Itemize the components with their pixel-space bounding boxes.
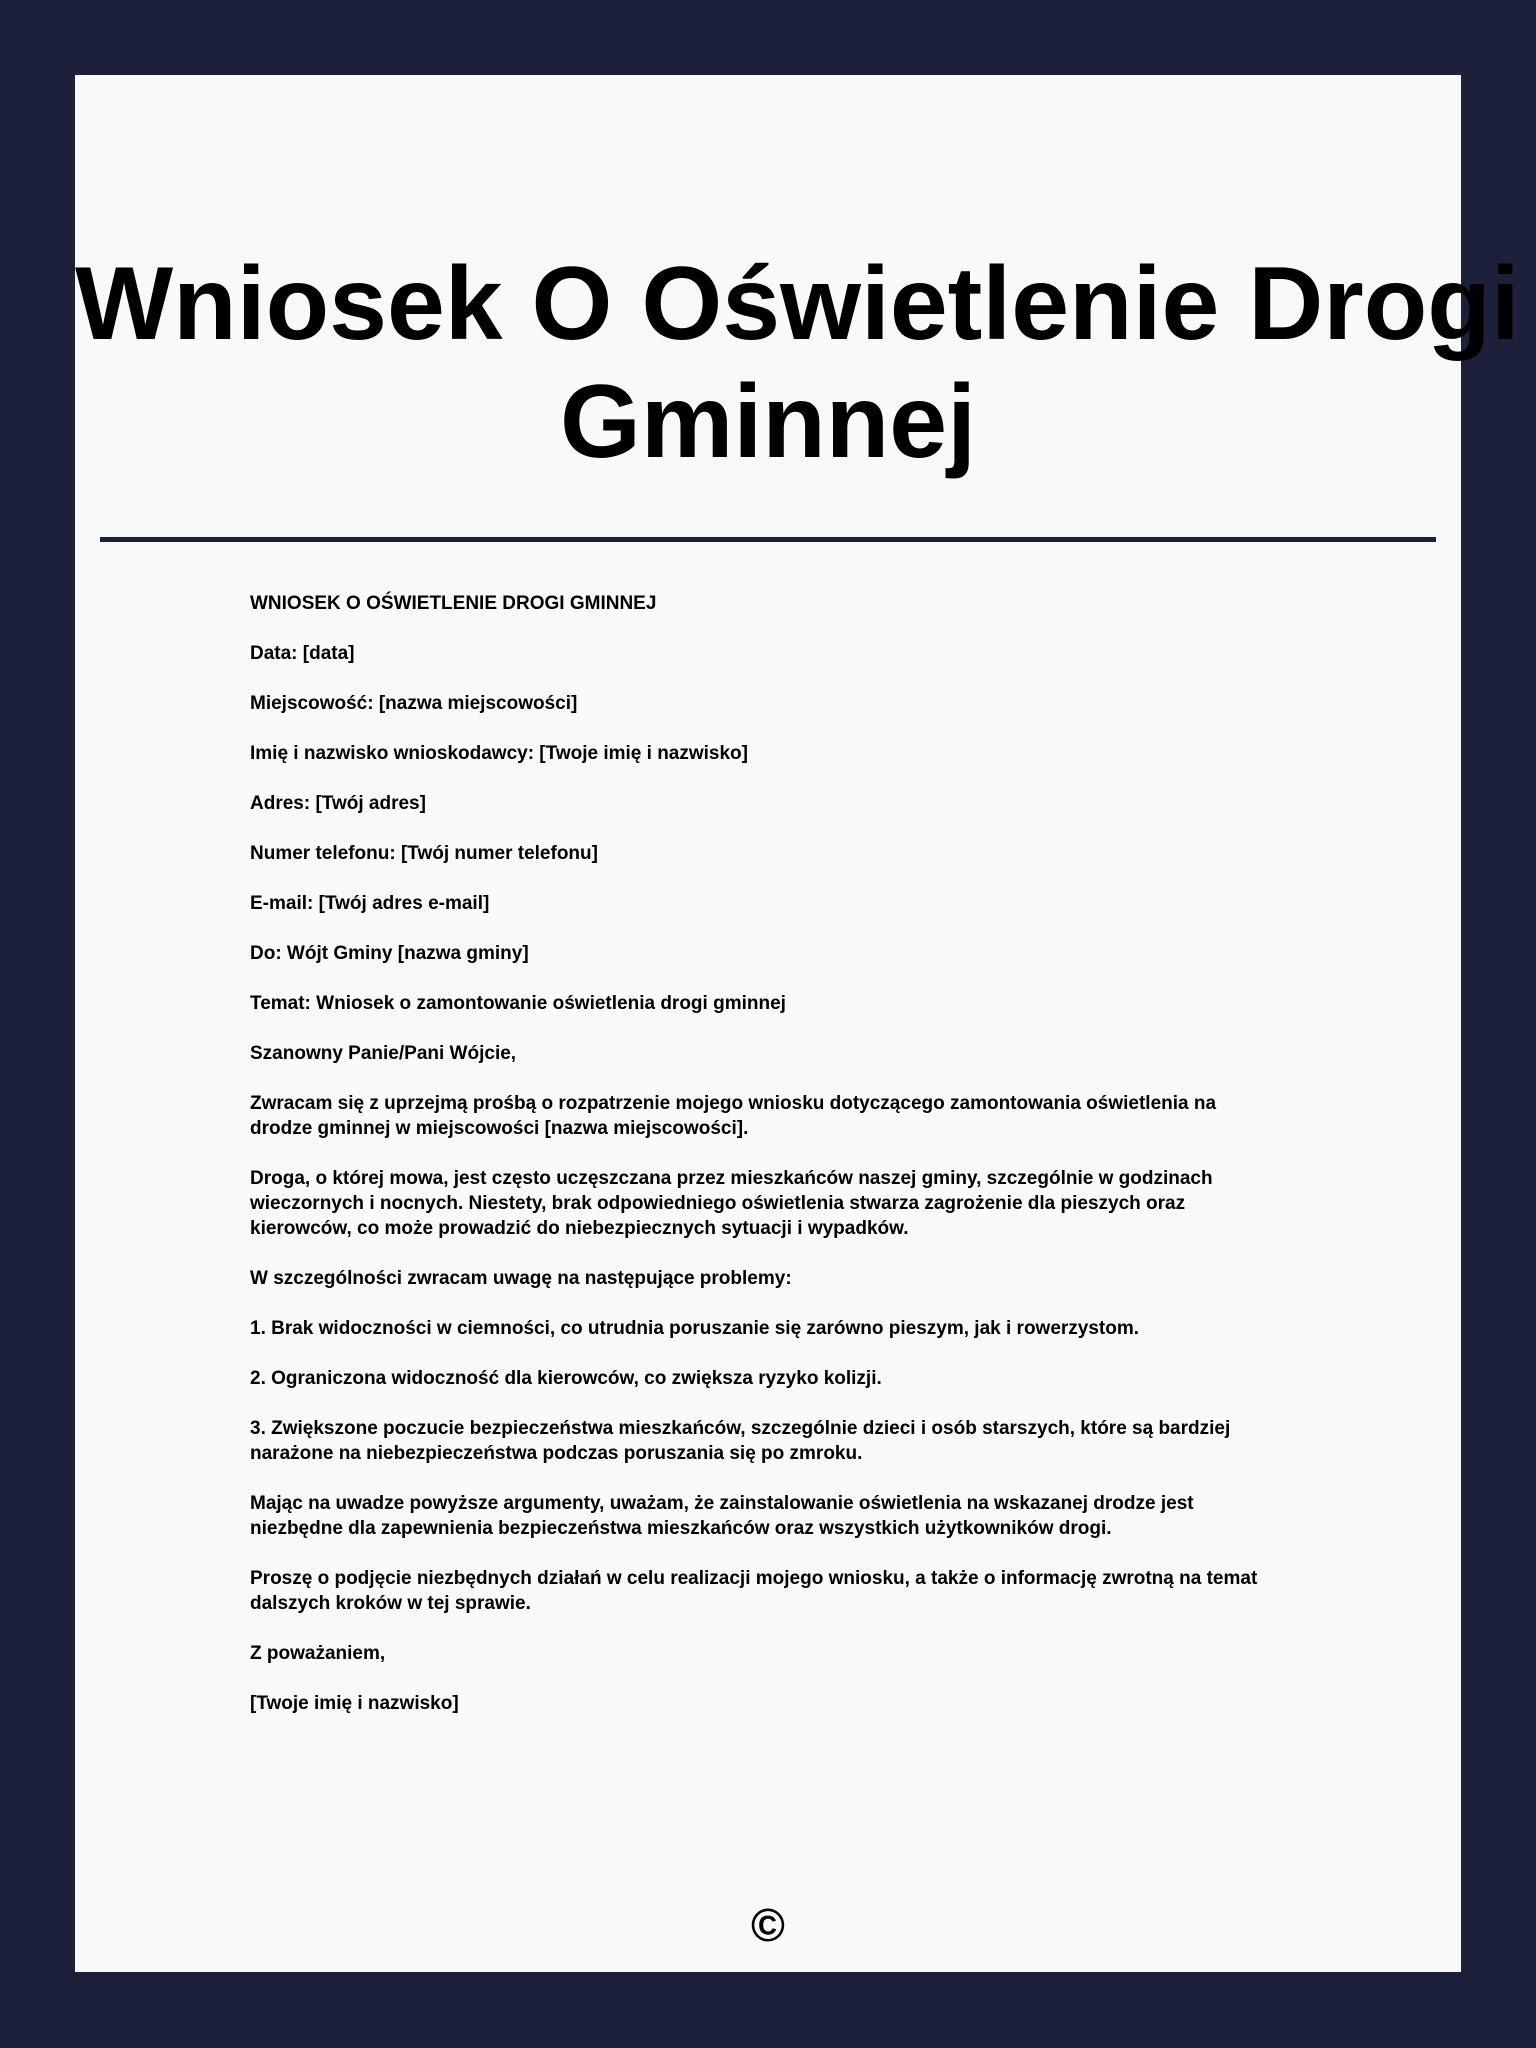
conclusion-paragraph: Mając na uwadze powyższe argumenty, uważam, że zainstalowanie oświetlenia na wskazanej drodze jest niezbędne dla zapewnienia bezpieczeństwa mieszkańców oraz wszystkich użytkowników drogi. [250, 1493, 1194, 1539]
copyright-icon: © [751, 1899, 785, 1951]
subject-line: Temat: Wniosek o zamontowanie oświetlenia drogi gminnej [250, 993, 786, 1014]
phone-line: Numer telefonu: [Twój numer telefonu] [250, 843, 598, 864]
salutation: Szanowny Panie/Pani Wójcie, [250, 1043, 517, 1064]
problem-item-2: 2. Ograniczona widoczność dla kierowców, co zwiększa ryzyko kolizji. [250, 1368, 882, 1389]
recipient-line: Do: Wójt Gminy [nazwa gminy] [250, 943, 529, 964]
letter-body [250, 591, 1280, 1741]
problem-item-3: 3. Zwiększone poczucie bezpieczeństwa mieszkańców, szczególnie dzieci i osób starszych, które są bardziej narażone na niebezpieczeństwa podczas poruszania się po zmroku. [250, 1418, 1231, 1464]
action-request-paragraph: Proszę o podjęcie niezbędnych działań w celu realizacji mojego wniosku, a także o informację zwrotną na temat dalszych kroków w tej sprawie. [250, 1568, 1258, 1614]
title-line-1: Wniosek O Oświetlenie Drogi [75, 246, 1520, 362]
problem-item-1: 1. Brak widoczności w ciemności, co utrudnia poruszanie się zarówno pieszym, jak i rowerzystom. [250, 1318, 1140, 1339]
locality-line: Miejscowość: [nazwa miejscowości] [250, 693, 578, 714]
valediction: Z poważaniem, [250, 1643, 386, 1664]
title-line-2: Gminnej [559, 364, 977, 480]
document-page [75, 75, 1520, 1972]
title-divider [100, 537, 1436, 542]
applicant-name-line: Imię i nazwisko wnioskodawcy: [Twoje imię i nazwisko] [250, 743, 748, 764]
request-paragraph: Zwracam się z uprzejmą prośbą o rozpatrzenie mojego wniosku dotyczącego zamontowania oświetlenia na drodze gminnej w miejscowości [nazwa miejscowości]. [250, 1093, 1217, 1139]
letter-heading: WNIOSEK O OŚWIETLENIE DROGI GMINNEJ [250, 593, 657, 614]
date-line: Data: [data] [250, 643, 355, 664]
signature-placeholder: [Twoje imię i nazwisko] [250, 1693, 459, 1714]
page-title [75, 245, 1520, 481]
email-line: E-mail: [Twój adres e-mail] [250, 893, 490, 914]
address-line: Adres: [Twój adres] [250, 793, 426, 814]
problems-intro: W szczególności zwracam uwagę na następujące problemy: [250, 1268, 792, 1289]
justification-paragraph: Droga, o której mowa, jest często uczęszczana przez mieszkańców naszej gminy, szczególnie w godzinach wieczornych i nocnych. Niestety, brak odpowiedniego oświetlenia stwarza zagrożenie dla pieszych oraz kierowców, co może prowadzić do niebezpiecznych sytuacji i wypadków. [250, 1168, 1213, 1239]
